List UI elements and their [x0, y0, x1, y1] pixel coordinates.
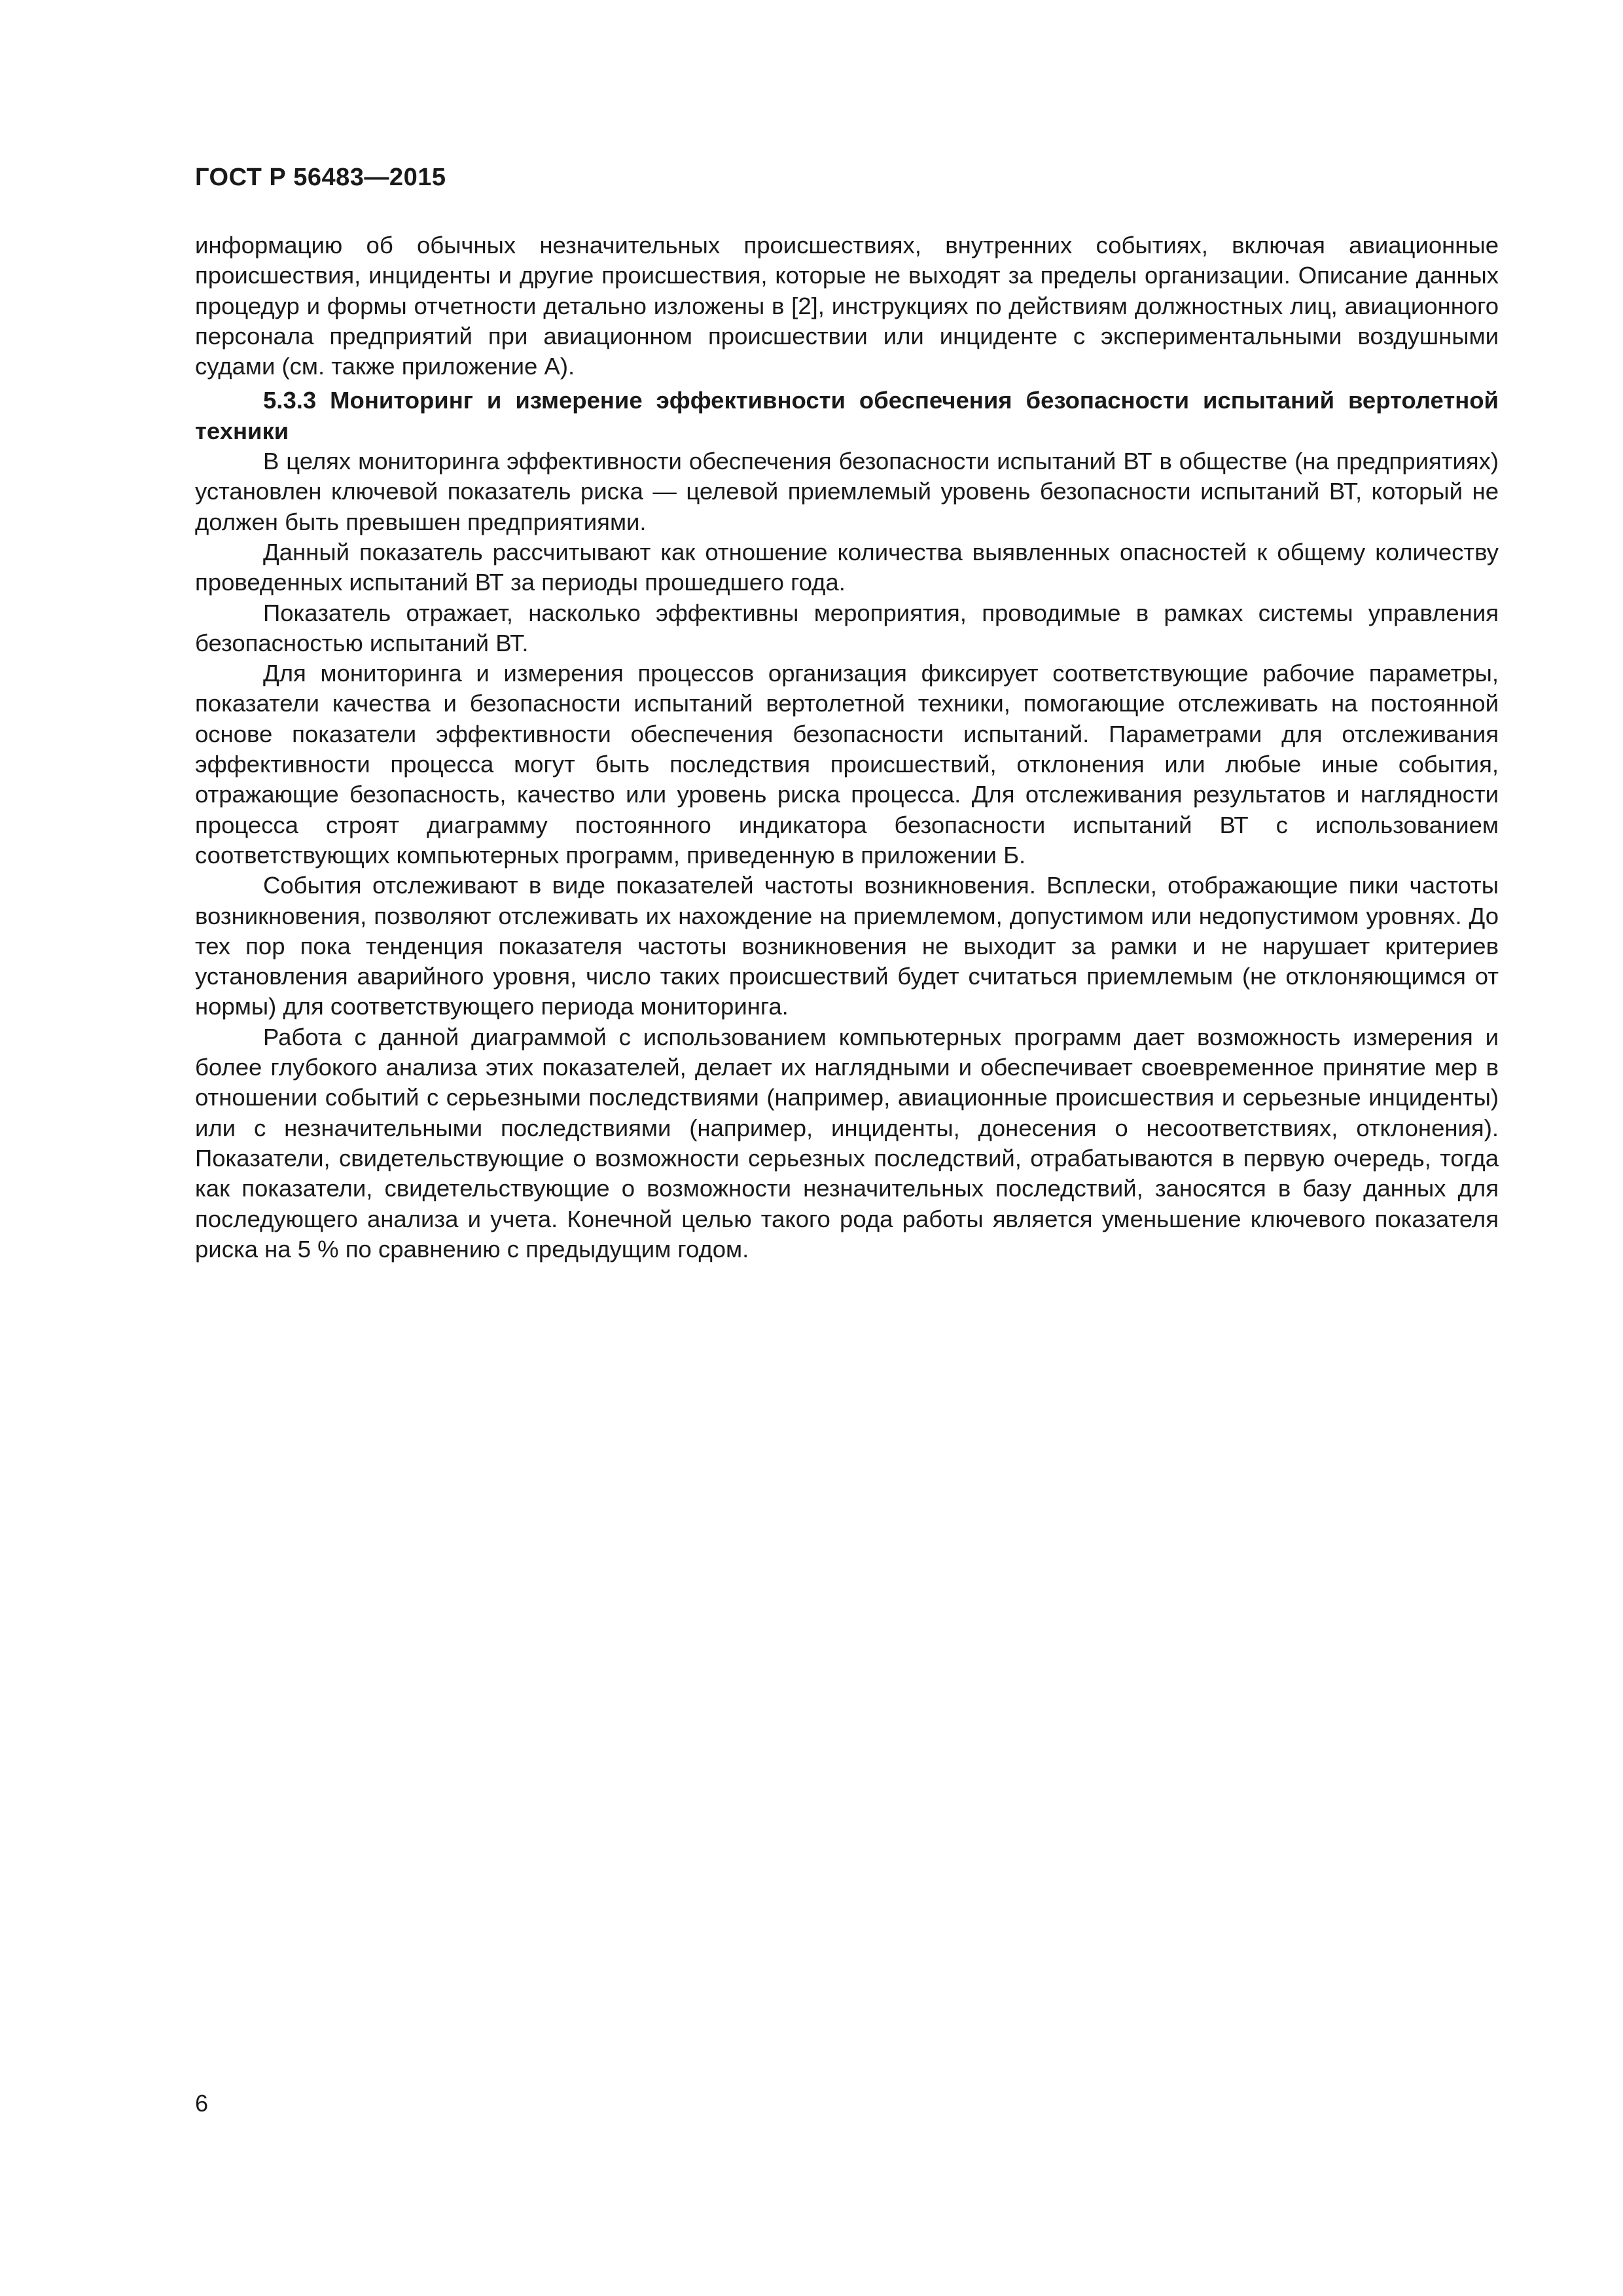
paragraph-key-risk-indicator: В целях мониторинга эффективности обеспечения безопасности испытаний ВТ в обществе (на предприятиях) установлен ключевой показатель риска — целевой приемлемый уровень безопасности испытаний ВТ, который не должен быть превышен предприятиями.: [195, 448, 1499, 535]
document-standard-id: ГОСТ Р 56483—2015: [195, 164, 446, 191]
page-number: 6: [195, 2090, 209, 2117]
document-body: [195, 230, 1499, 1265]
paragraph-indicator-meaning: Показатель отражает, насколько эффективны мероприятия, проводимые в рамках системы управления безопасностью испытаний ВТ.: [195, 599, 1499, 656]
paragraph-event-tracking: События отслеживают в виде показателей частоты возникновения. Всплески, отображающие пики частоты возникновения, позволяют отслеживать их нахождение на приемлемом, допустимом или недопустимом уровнях. До тех пор пока тенденция показателя частоты возникновения не выходит за рамки и не нарушает критериев установления аварийного уровня, число таких происшествий будет считаться приемлемым (не отклоняющимся от нормы) для соответствующего периода мониторинга.: [195, 872, 1499, 1020]
paragraph-indicator-calculation: Данный показатель рассчитывают как отношение количества выявленных опасностей к общему количеству проведенных испытаний ВТ за периоды прошедшего года.: [195, 538, 1499, 596]
paragraph-process-monitoring: Для мониторинга и измерения процессов организация фиксирует соответствующие рабочие параметры, показатели качества и безопасности испытаний вертолетной техники, помогающие отслеживать на постоянной основе показатели эффективности обеспечения безопасности испытаний. Параметрами для отслеживания эффективности процесса могут быть последствия происшествий, отклонения или любые иные события, отражающие безопасность, качество или уровень риска процесса. Для отслеживания результатов и наглядности процесса строят диаграмму постоянного индикатора безопасности испытаний ВТ с использованием соответствующих компьютерных программ, приведенную в приложении Б.: [195, 660, 1499, 869]
paragraph-continuation: информацию об обычных незначительных происшествиях, внутренних событиях, включая авиационные происшествия, инциденты и другие происшествия, которые не выходят за пределы организации. Описание данных процедур и формы отчетности детально изложены в [2], инструкциях по действиям должностных лиц, авиационного персонала предприятий при авиационном происшествии или инциденте с экспериментальными воздушными судами (см. также приложение А).: [195, 232, 1499, 380]
section-heading: 5.3.3 Мониторинг и измерение эффективности обеспечения безопасности испытаний вертолетной техники: [195, 387, 1499, 444]
paragraph-diagram-work: Работа с данной диаграммой с использованием компьютерных программ дает возможность измерения и более глубокого анализа этих показателей, делает их наглядными и обеспечивает своевременное принятие мер в отношении событий с серьезными последствиями (например, авиационные происшествия и серьезные инциденты) или с незначительными последствиями (например, инциденты, донесения о несоответствиях, отклонения). Показатели, свидетельствующие о возможности серьезных последствий, отрабатываются в первую очередь, тогда как показатели, свидетельствующие о возможности незначительных последствий, заносятся в базу данных для последующего анализа и учета. Конечной целью такого рода работы является уменьшение ключевого показателя риска на 5 % по сравнению с предыдущим годом.: [195, 1023, 1499, 1263]
